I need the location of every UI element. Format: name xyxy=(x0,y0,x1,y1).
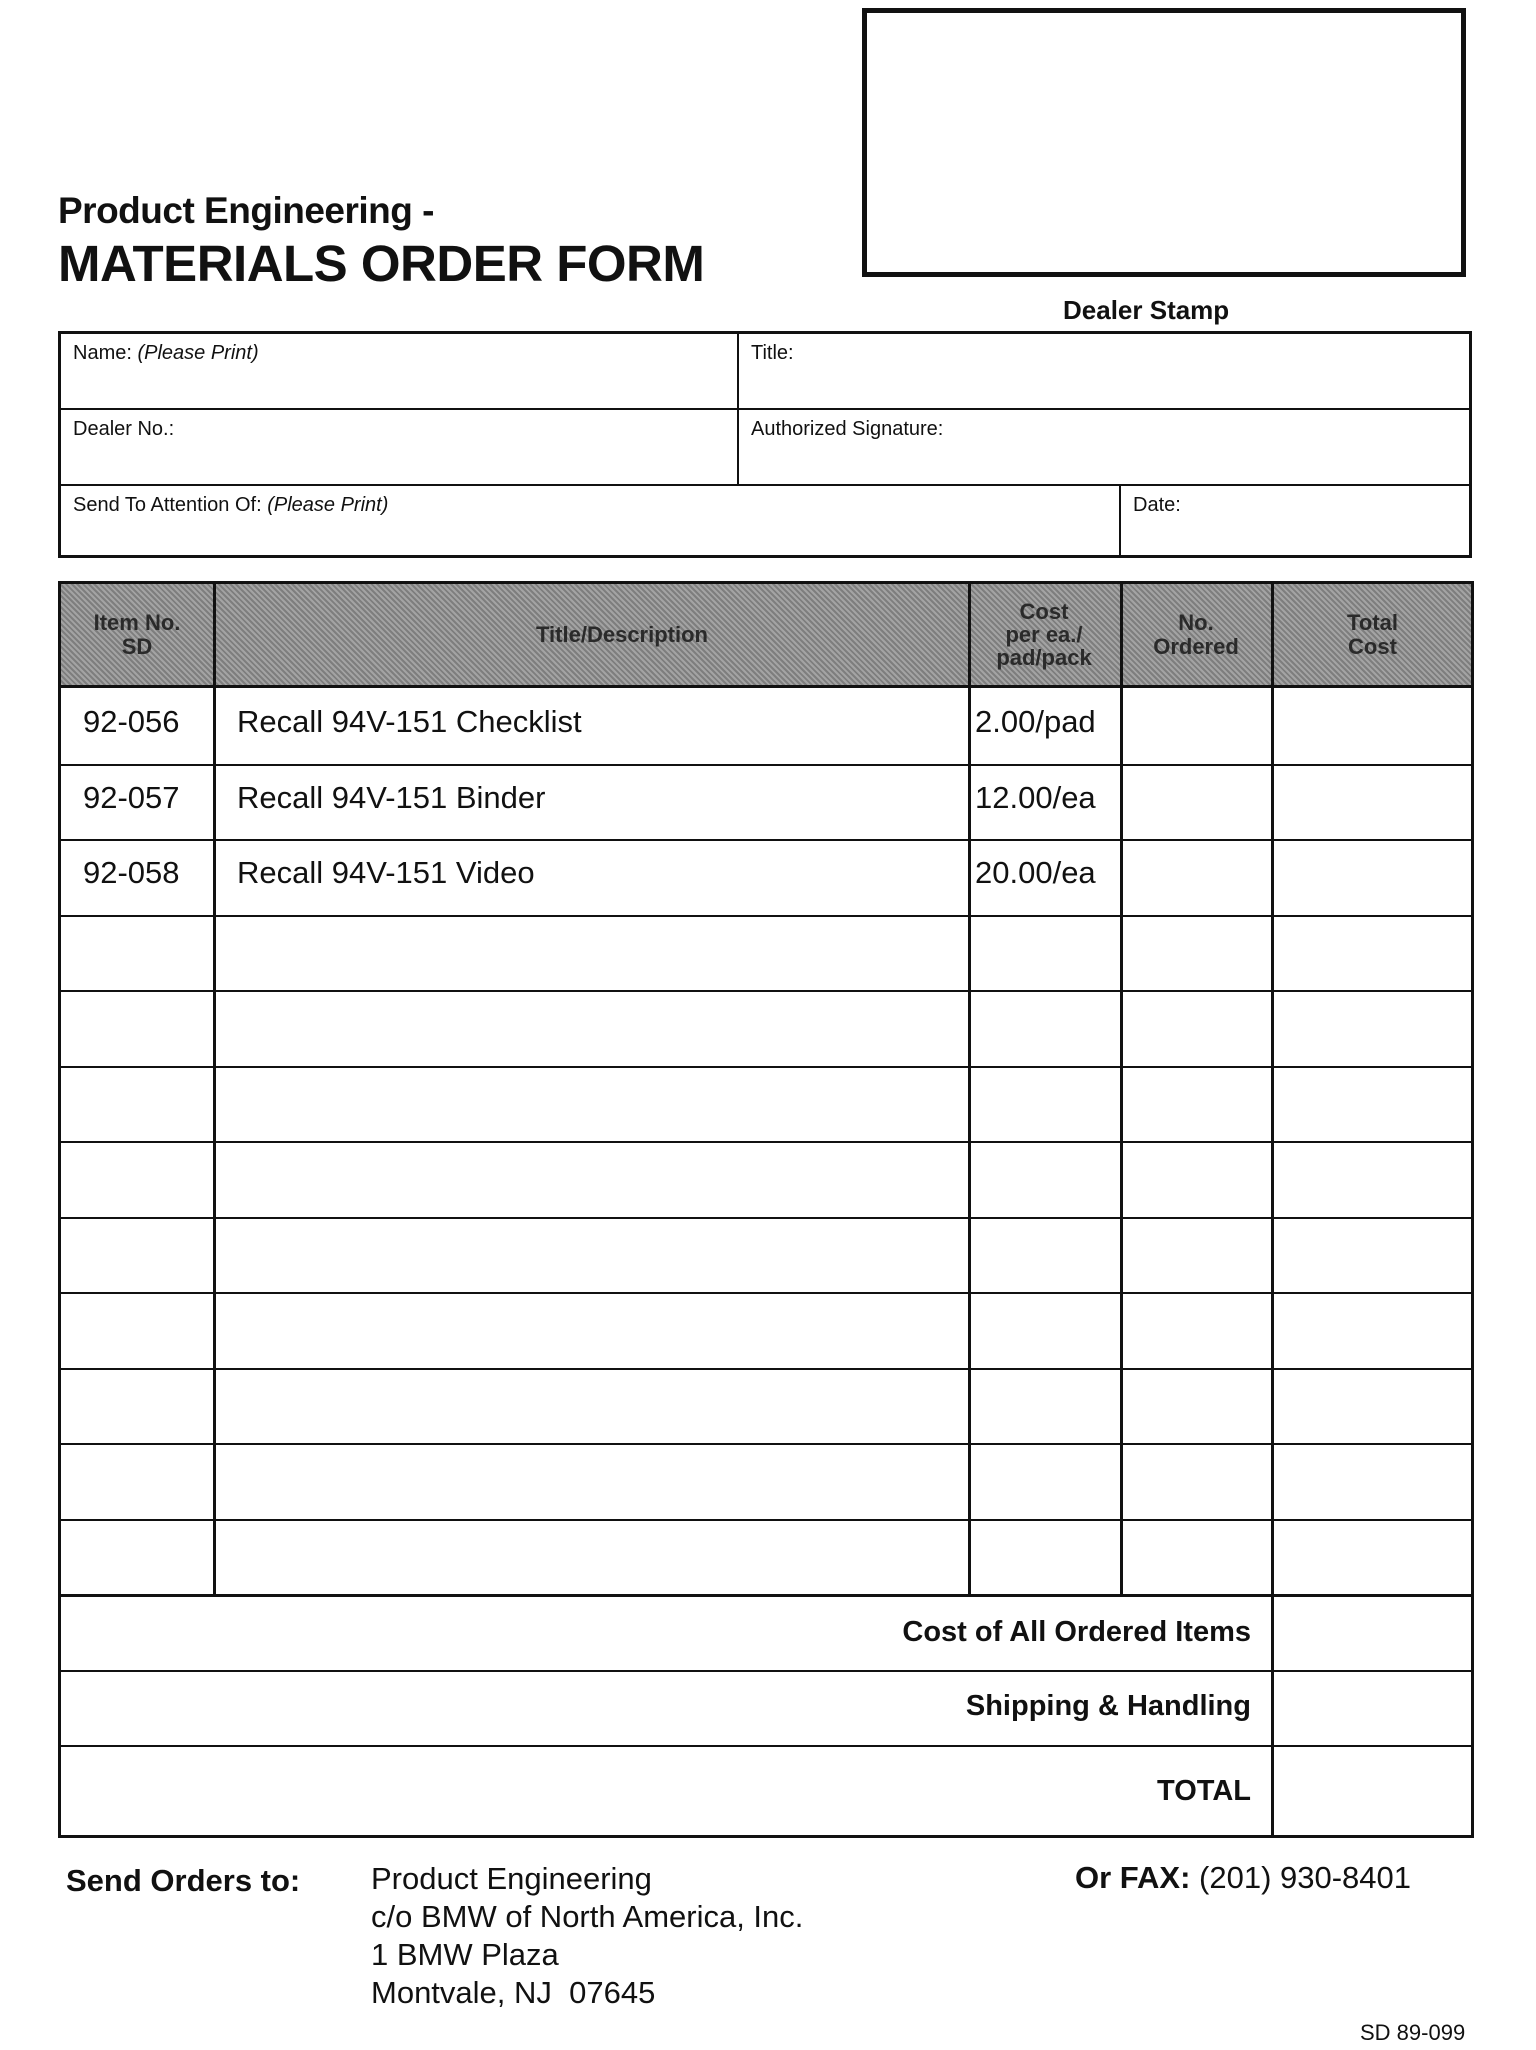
row-line xyxy=(61,1368,1471,1370)
authorized-signature-field[interactable] xyxy=(737,410,1472,484)
address-line: Product Engineering xyxy=(371,1861,652,1896)
address-line: 1 BMW Plaza xyxy=(371,1937,559,1972)
form-code: SD 89-099 xyxy=(1360,2020,1466,2045)
header-number-ordered: No. Ordered xyxy=(1153,610,1239,659)
item-cost: 2.00/pad xyxy=(975,704,1096,739)
title-label: Title: xyxy=(751,342,794,364)
send-orders-label: Send Orders to: xyxy=(66,1863,301,1898)
address-line: Montvale, NJ 07645 xyxy=(371,1975,656,2010)
row-line xyxy=(61,1594,1471,1597)
info-row-attention xyxy=(61,486,1469,558)
column-divider xyxy=(968,584,971,1594)
cost-all-items-field[interactable] xyxy=(1274,1597,1471,1670)
item-number: 92-058 xyxy=(83,855,180,890)
form-title-line2: MATERIALS ORDER FORM xyxy=(58,235,705,292)
name-label: Name: xyxy=(73,342,132,364)
item-description: Recall 94V-151 Video xyxy=(237,855,535,890)
row-line xyxy=(61,764,1471,766)
row-line xyxy=(61,839,1471,841)
item-number: 92-056 xyxy=(83,704,180,739)
total-label: TOTAL xyxy=(1157,1775,1251,1807)
dealer-number-field[interactable] xyxy=(61,410,737,484)
attention-hint: (Please Print) xyxy=(267,494,389,516)
item-cost: 20.00/ea xyxy=(975,855,1096,890)
header-total-cost: Total Cost xyxy=(1347,610,1398,659)
fax-label: Or FAX: xyxy=(1075,1860,1191,1895)
item-number: 92-057 xyxy=(83,779,180,815)
row-line xyxy=(61,1217,1471,1219)
dealer-stamp-label: Dealer Stamp xyxy=(1063,295,1230,325)
order-table xyxy=(58,581,1474,1838)
name-field[interactable] xyxy=(61,334,737,408)
row-line xyxy=(61,1443,1471,1445)
address-line: c/o BMW of North America, Inc. xyxy=(371,1899,804,1934)
attention-label: Send To Attention Of: xyxy=(73,494,262,516)
date-field[interactable] xyxy=(1119,486,1472,558)
header-item-no: Item No. SD xyxy=(93,610,181,659)
dealer-info-block xyxy=(58,331,1472,558)
cost-all-items-label: Cost of All Ordered Items xyxy=(902,1616,1251,1648)
table-header xyxy=(61,584,1471,688)
row-line xyxy=(61,1519,1471,1521)
fax-number: (201) 930-8401 xyxy=(1199,1860,1412,1895)
shipping-handling-field[interactable] xyxy=(1274,1672,1471,1745)
name-hint: (Please Print) xyxy=(137,342,259,364)
info-row-name xyxy=(61,334,1469,410)
shipping-handling-label: Shipping & Handling xyxy=(965,1690,1251,1722)
attention-field[interactable] xyxy=(61,486,1119,558)
column-divider xyxy=(1120,584,1123,1594)
row-line xyxy=(61,1670,1471,1672)
item-description: Recall 94V-151 Checklist xyxy=(237,704,582,739)
header-cost: Cost per ea./ pad/pack xyxy=(996,598,1092,671)
title-field[interactable] xyxy=(737,334,1472,408)
mailing-address xyxy=(371,1860,803,2012)
row-line xyxy=(61,1745,1471,1747)
row-line xyxy=(61,1292,1471,1294)
total-field[interactable] xyxy=(1274,1747,1471,1835)
row-line xyxy=(61,1066,1471,1068)
dealer-number-label: Dealer No.: xyxy=(73,418,175,440)
dealer-stamp-box xyxy=(862,8,1466,277)
authorized-signature-label: Authorized Signature: xyxy=(751,418,944,440)
form-title-line1: Product Engineering - xyxy=(58,190,434,231)
row-line xyxy=(61,1141,1471,1143)
header-description: Title/Description xyxy=(536,621,708,647)
item-cost: 12.00/ea xyxy=(975,779,1096,815)
fax-info xyxy=(1075,1860,1411,1896)
item-description: Recall 94V-151 Binder xyxy=(237,779,546,815)
row-line xyxy=(61,990,1471,992)
date-label: Date: xyxy=(1133,494,1181,516)
column-divider xyxy=(213,584,216,1594)
info-row-dealer xyxy=(61,410,1469,486)
row-line xyxy=(61,915,1471,917)
